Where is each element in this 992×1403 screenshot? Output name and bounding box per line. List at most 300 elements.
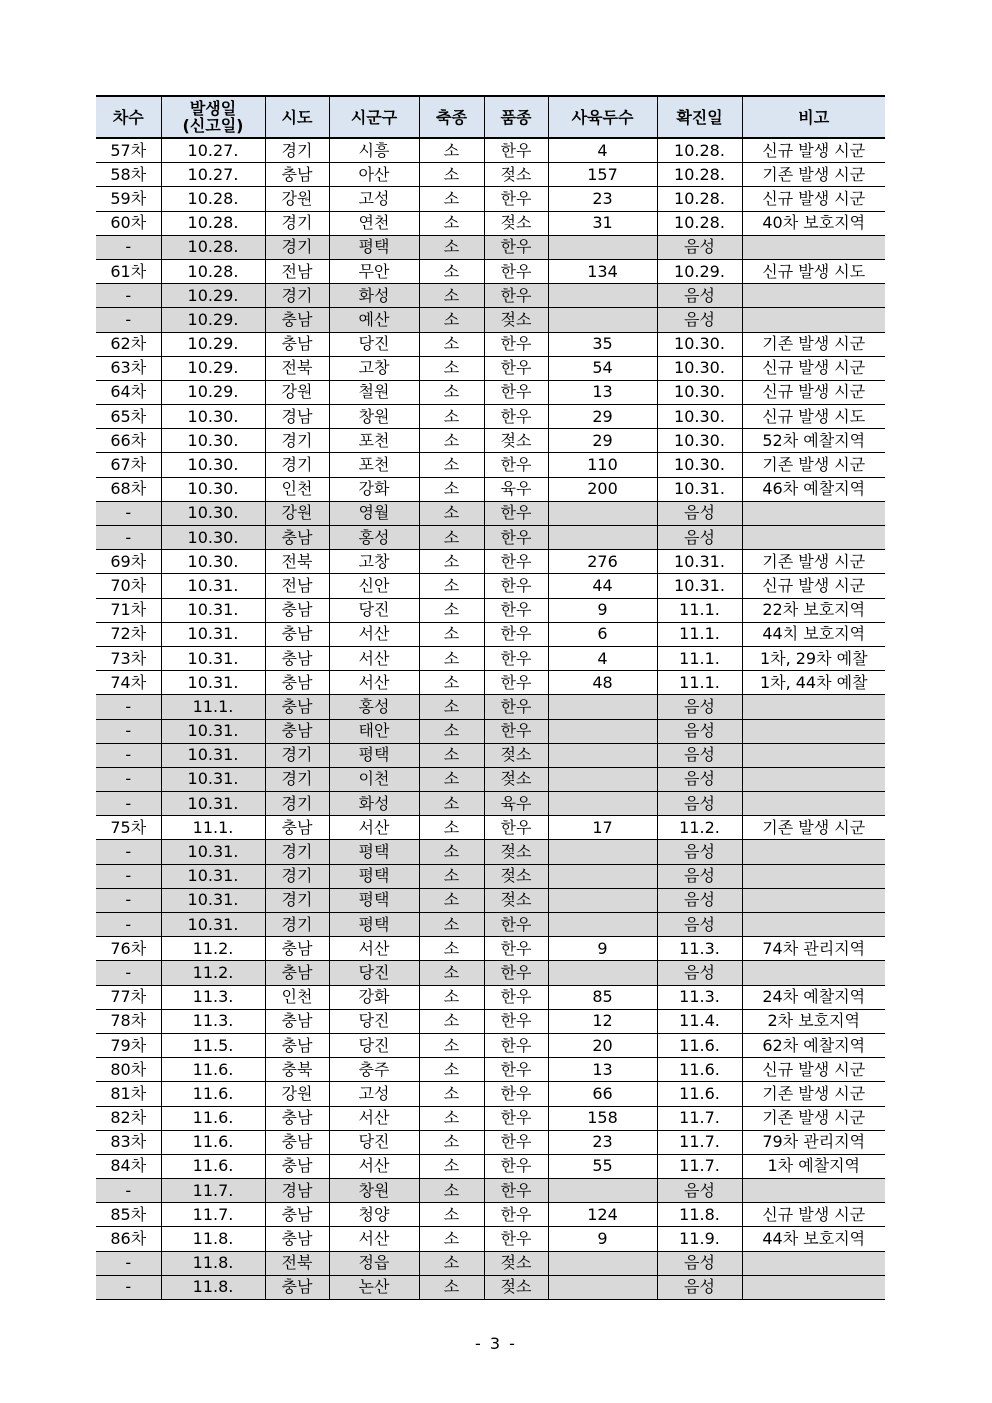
cell-head-count	[548, 719, 657, 743]
cell-species: 소	[419, 937, 484, 961]
cell-breed: 한우	[484, 1130, 548, 1154]
cell-note	[742, 719, 885, 743]
cell-note: 신규 발생 시군	[742, 356, 885, 380]
cell-occurrence-date: 11.7.	[161, 1179, 265, 1203]
cell-species: 소	[419, 646, 484, 670]
cell-city: 당진	[329, 598, 419, 622]
cell-city: 서산	[329, 671, 419, 695]
cell-confirm-date: 11.4.	[657, 1009, 742, 1033]
cell-round: 64차	[96, 380, 161, 404]
table-row	[96, 187, 885, 211]
cell-head-count: 31	[548, 211, 657, 235]
table-row	[96, 405, 885, 429]
cell-head-count: 55	[548, 1154, 657, 1178]
cell-confirm-date: 11.2.	[657, 816, 742, 840]
cell-breed: 한우	[484, 235, 548, 259]
table-row	[96, 574, 885, 598]
cell-occurrence-date: 10.28.	[161, 187, 265, 211]
cell-note: 1차, 29차 예찰	[742, 646, 885, 670]
cell-confirm-date: 10.31.	[657, 477, 742, 501]
cell-species: 소	[419, 1082, 484, 1106]
cell-province: 충남	[265, 719, 329, 743]
cell-breed: 한우	[484, 1203, 548, 1227]
cell-note: 기존 발생 시군	[742, 332, 885, 356]
cell-note: 신규 발생 시군	[742, 1203, 885, 1227]
cell-occurrence-date: 10.30.	[161, 405, 265, 429]
cell-head-count: 29	[548, 405, 657, 429]
cell-species: 소	[419, 453, 484, 477]
table-row	[96, 332, 885, 356]
cell-city: 고성	[329, 187, 419, 211]
cell-note	[742, 1251, 885, 1275]
cell-species: 소	[419, 211, 484, 235]
cell-round: -	[96, 308, 161, 332]
cell-note: 신규 발생 시도	[742, 259, 885, 283]
cell-round: -	[96, 526, 161, 550]
cell-head-count	[548, 526, 657, 550]
cell-confirm-date: 11.1.	[657, 598, 742, 622]
cell-confirm-date: 10.29.	[657, 259, 742, 283]
cell-city: 이천	[329, 767, 419, 791]
table-row	[96, 1033, 885, 1057]
cell-city: 영월	[329, 501, 419, 525]
cell-species: 소	[419, 671, 484, 695]
cell-province: 충남	[265, 1009, 329, 1033]
cell-round: -	[96, 913, 161, 937]
cell-round: 63차	[96, 356, 161, 380]
cell-city: 홍성	[329, 526, 419, 550]
cell-city: 서산	[329, 622, 419, 646]
cell-breed: 한우	[484, 526, 548, 550]
cell-note	[742, 284, 885, 308]
cell-city: 당진	[329, 1130, 419, 1154]
cell-species: 소	[419, 913, 484, 937]
cell-species: 소	[419, 308, 484, 332]
cell-occurrence-date: 10.31.	[161, 646, 265, 670]
cell-head-count: 4	[548, 138, 657, 163]
table-row	[96, 308, 885, 332]
table-row	[96, 719, 885, 743]
cell-note: 62차 예찰지역	[742, 1033, 885, 1057]
cell-round: 74차	[96, 671, 161, 695]
cell-province: 충남	[265, 1154, 329, 1178]
cell-confirm-date: 10.30.	[657, 405, 742, 429]
cell-occurrence-date: 11.5.	[161, 1033, 265, 1057]
cell-city: 강화	[329, 477, 419, 501]
cell-head-count: 29	[548, 429, 657, 453]
cell-city: 고창	[329, 550, 419, 574]
cell-species: 소	[419, 1130, 484, 1154]
cell-occurrence-date: 11.6.	[161, 1082, 265, 1106]
cell-occurrence-date: 10.31.	[161, 792, 265, 816]
cell-occurrence-date: 10.31.	[161, 598, 265, 622]
cell-confirm-date: 11.9.	[657, 1227, 742, 1251]
cell-city: 무안	[329, 259, 419, 283]
header-confirm-date: 확진일	[657, 96, 742, 138]
cell-confirm-date: 음성	[657, 719, 742, 743]
cell-round: 84차	[96, 1154, 161, 1178]
cell-species: 소	[419, 1058, 484, 1082]
cell-breed: 한우	[484, 985, 548, 1009]
cell-occurrence-date: 11.6.	[161, 1130, 265, 1154]
table-row	[96, 163, 885, 187]
cell-occurrence-date: 11.6.	[161, 1058, 265, 1082]
cell-province: 경기	[265, 284, 329, 308]
cell-round: 77차	[96, 985, 161, 1009]
cell-round: 83차	[96, 1130, 161, 1154]
cell-head-count	[548, 1179, 657, 1203]
cell-note	[742, 235, 885, 259]
cell-confirm-date: 음성	[657, 767, 742, 791]
cell-occurrence-date: 10.29.	[161, 308, 265, 332]
cell-species: 소	[419, 1251, 484, 1275]
cell-breed: 젖소	[484, 308, 548, 332]
table-row	[96, 622, 885, 646]
cell-round: -	[96, 864, 161, 888]
cell-confirm-date: 10.28.	[657, 187, 742, 211]
cell-round: 65차	[96, 405, 161, 429]
cell-province: 충남	[265, 1227, 329, 1251]
cell-occurrence-date: 10.31.	[161, 743, 265, 767]
cell-province: 충남	[265, 163, 329, 187]
table-row	[96, 961, 885, 985]
cell-city: 서산	[329, 1227, 419, 1251]
cell-round: -	[96, 888, 161, 912]
cell-head-count: 4	[548, 646, 657, 670]
table-row	[96, 380, 885, 404]
header-head-count: 사육두수	[548, 96, 657, 138]
cell-occurrence-date: 11.7.	[161, 1203, 265, 1227]
cell-city: 아산	[329, 163, 419, 187]
cell-round: 58차	[96, 163, 161, 187]
cell-note	[742, 308, 885, 332]
header-breed: 품종	[484, 96, 548, 138]
cell-note: 79차 관리지역	[742, 1130, 885, 1154]
table-row	[96, 284, 885, 308]
cell-note	[742, 961, 885, 985]
cell-head-count	[548, 1251, 657, 1275]
cell-confirm-date: 음성	[657, 308, 742, 332]
cell-confirm-date: 음성	[657, 1251, 742, 1275]
cell-confirm-date: 10.31.	[657, 574, 742, 598]
cell-breed: 젖소	[484, 864, 548, 888]
cell-occurrence-date: 10.31.	[161, 574, 265, 598]
cell-round: 78차	[96, 1009, 161, 1033]
cell-round: 68차	[96, 477, 161, 501]
table-row	[96, 840, 885, 864]
cell-province: 강원	[265, 501, 329, 525]
cell-note: 신규 발생 시군	[742, 380, 885, 404]
header-species: 축종	[419, 96, 484, 138]
cell-note: 기존 발생 시군	[742, 453, 885, 477]
cell-occurrence-date: 10.31.	[161, 671, 265, 695]
cell-city: 서산	[329, 646, 419, 670]
cell-round: -	[96, 743, 161, 767]
cell-breed: 한우	[484, 259, 548, 283]
table-row	[96, 1130, 885, 1154]
cell-occurrence-date: 11.3.	[161, 1009, 265, 1033]
cell-confirm-date: 10.28.	[657, 163, 742, 187]
cell-occurrence-date: 10.30.	[161, 526, 265, 550]
cell-occurrence-date: 11.6.	[161, 1106, 265, 1130]
cell-head-count	[548, 235, 657, 259]
cell-head-count: 20	[548, 1033, 657, 1057]
header-city: 시군구	[329, 96, 419, 138]
table-row	[96, 767, 885, 791]
table-row	[96, 671, 885, 695]
cell-head-count: 134	[548, 259, 657, 283]
cell-occurrence-date: 10.31.	[161, 913, 265, 937]
cell-province: 경기	[265, 453, 329, 477]
cell-occurrence-date: 10.29.	[161, 332, 265, 356]
cell-city: 평택	[329, 743, 419, 767]
header-province: 시도	[265, 96, 329, 138]
cell-round: 69차	[96, 550, 161, 574]
table-row	[96, 1251, 885, 1275]
cell-round: 59차	[96, 187, 161, 211]
cell-confirm-date: 10.30.	[657, 356, 742, 380]
cell-breed: 한우	[484, 719, 548, 743]
cell-province: 전북	[265, 356, 329, 380]
cell-head-count	[548, 284, 657, 308]
cell-confirm-date: 11.8.	[657, 1203, 742, 1227]
cell-province: 충남	[265, 816, 329, 840]
cell-city: 고창	[329, 356, 419, 380]
cell-city: 청양	[329, 1203, 419, 1227]
cell-species: 소	[419, 138, 484, 163]
cell-head-count: 35	[548, 332, 657, 356]
cell-species: 소	[419, 961, 484, 985]
cell-city: 당진	[329, 332, 419, 356]
cell-province: 경기	[265, 840, 329, 864]
cell-breed: 한우	[484, 187, 548, 211]
table-row	[96, 985, 885, 1009]
cell-head-count	[548, 501, 657, 525]
table-row	[96, 1203, 885, 1227]
cell-species: 소	[419, 501, 484, 525]
table-row	[96, 1154, 885, 1178]
cell-province: 충남	[265, 695, 329, 719]
cell-breed: 젖소	[484, 840, 548, 864]
cell-species: 소	[419, 259, 484, 283]
cell-round: 57차	[96, 138, 161, 163]
table-row	[96, 1009, 885, 1033]
cell-note	[742, 913, 885, 937]
table-row	[96, 1058, 885, 1082]
cell-confirm-date: 11.1.	[657, 622, 742, 646]
cell-province: 충남	[265, 671, 329, 695]
cell-head-count: 9	[548, 1227, 657, 1251]
cell-species: 소	[419, 332, 484, 356]
cell-species: 소	[419, 864, 484, 888]
cell-species: 소	[419, 284, 484, 308]
cell-round: 80차	[96, 1058, 161, 1082]
cell-city: 연천	[329, 211, 419, 235]
cell-breed: 한우	[484, 550, 548, 574]
cell-city: 포천	[329, 429, 419, 453]
cell-province: 충남	[265, 598, 329, 622]
cell-note	[742, 1179, 885, 1203]
cell-breed: 한우	[484, 284, 548, 308]
cell-species: 소	[419, 550, 484, 574]
cell-city: 화성	[329, 284, 419, 308]
cell-breed: 한우	[484, 1082, 548, 1106]
cell-round: -	[96, 719, 161, 743]
cell-city: 시흥	[329, 138, 419, 163]
cell-confirm-date: 11.6.	[657, 1082, 742, 1106]
cell-note: 신규 발생 시군	[742, 1058, 885, 1082]
table-row	[96, 1275, 885, 1299]
cell-city: 서산	[329, 937, 419, 961]
cell-confirm-date: 음성	[657, 695, 742, 719]
cell-confirm-date: 11.1.	[657, 671, 742, 695]
cell-confirm-date: 음성	[657, 235, 742, 259]
cell-round: -	[96, 840, 161, 864]
cell-head-count: 85	[548, 985, 657, 1009]
cell-breed: 한우	[484, 405, 548, 429]
cell-note: 44차 보호지역	[742, 1227, 885, 1251]
cell-occurrence-date: 10.31.	[161, 719, 265, 743]
cell-species: 소	[419, 985, 484, 1009]
cell-breed: 한우	[484, 1154, 548, 1178]
table-row	[96, 477, 885, 501]
cell-occurrence-date: 11.6.	[161, 1154, 265, 1178]
cell-round: -	[96, 235, 161, 259]
cell-province: 충남	[265, 646, 329, 670]
cell-province: 전남	[265, 259, 329, 283]
cell-breed: 젖소	[484, 888, 548, 912]
cell-confirm-date: 음성	[657, 284, 742, 308]
cell-head-count: 66	[548, 1082, 657, 1106]
cell-province: 충남	[265, 1106, 329, 1130]
header-occurrence-date	[161, 96, 265, 138]
cell-breed: 한우	[484, 356, 548, 380]
cell-city: 서산	[329, 1154, 419, 1178]
cell-note: 신규 발생 시군	[742, 138, 885, 163]
cell-city: 철원	[329, 380, 419, 404]
cell-note: 46차 예찰지역	[742, 477, 885, 501]
cell-round: 72차	[96, 622, 161, 646]
cell-occurrence-date: 11.8.	[161, 1251, 265, 1275]
cell-species: 소	[419, 235, 484, 259]
cell-note	[742, 743, 885, 767]
cell-occurrence-date: 10.30.	[161, 453, 265, 477]
header-row	[96, 96, 885, 138]
cell-city: 평택	[329, 864, 419, 888]
cell-note: 기존 발생 시군	[742, 816, 885, 840]
cell-city: 평택	[329, 888, 419, 912]
cell-species: 소	[419, 1275, 484, 1299]
cell-occurrence-date: 10.28.	[161, 211, 265, 235]
cell-confirm-date: 음성	[657, 1179, 742, 1203]
cell-species: 소	[419, 719, 484, 743]
table-row	[96, 864, 885, 888]
cell-breed: 한우	[484, 1227, 548, 1251]
cell-breed: 젖소	[484, 429, 548, 453]
cell-province: 경기	[265, 138, 329, 163]
cell-province: 충남	[265, 622, 329, 646]
cell-round: 70차	[96, 574, 161, 598]
table-row	[96, 138, 885, 163]
table-row	[96, 695, 885, 719]
cell-note: 24차 예찰지역	[742, 985, 885, 1009]
cell-head-count: 17	[548, 816, 657, 840]
cell-occurrence-date: 10.30.	[161, 429, 265, 453]
cell-confirm-date: 10.30.	[657, 332, 742, 356]
cell-breed: 한우	[484, 816, 548, 840]
cell-province: 경남	[265, 1179, 329, 1203]
cell-round: 73차	[96, 646, 161, 670]
cell-breed: 젖소	[484, 767, 548, 791]
cell-round: -	[96, 1251, 161, 1275]
cell-round: 75차	[96, 816, 161, 840]
cell-province: 경기	[265, 743, 329, 767]
cell-note: 신규 발생 시도	[742, 405, 885, 429]
cell-head-count: 157	[548, 163, 657, 187]
table-row	[96, 937, 885, 961]
table-row	[96, 646, 885, 670]
cell-province: 강원	[265, 380, 329, 404]
cell-city: 신안	[329, 574, 419, 598]
cell-head-count: 12	[548, 1009, 657, 1033]
cell-city: 태안	[329, 719, 419, 743]
cell-head-count: 9	[548, 937, 657, 961]
cell-head-count: 158	[548, 1106, 657, 1130]
cell-head-count: 13	[548, 1058, 657, 1082]
cell-species: 소	[419, 187, 484, 211]
cell-note: 신규 발생 시군	[742, 187, 885, 211]
cell-breed: 젖소	[484, 211, 548, 235]
cell-breed: 한우	[484, 646, 548, 670]
cell-confirm-date: 음성	[657, 792, 742, 816]
cell-round: 61차	[96, 259, 161, 283]
cell-city: 당진	[329, 1009, 419, 1033]
cell-head-count	[548, 961, 657, 985]
cell-confirm-date: 10.30.	[657, 429, 742, 453]
cell-species: 소	[419, 163, 484, 187]
cell-city: 창원	[329, 405, 419, 429]
cell-confirm-date: 음성	[657, 913, 742, 937]
cell-province: 충남	[265, 937, 329, 961]
cell-breed: 한우	[484, 671, 548, 695]
cell-species: 소	[419, 695, 484, 719]
cell-breed: 한우	[484, 695, 548, 719]
cell-city: 논산	[329, 1275, 419, 1299]
table-row	[96, 211, 885, 235]
cell-province: 경기	[265, 792, 329, 816]
cell-confirm-date: 음성	[657, 864, 742, 888]
cell-occurrence-date: 11.8.	[161, 1275, 265, 1299]
cell-province: 전남	[265, 574, 329, 598]
cell-city: 서산	[329, 816, 419, 840]
cell-occurrence-date: 11.2.	[161, 961, 265, 985]
table-row	[96, 816, 885, 840]
cell-head-count: 54	[548, 356, 657, 380]
cell-breed: 한우	[484, 1009, 548, 1033]
cell-breed: 젖소	[484, 1251, 548, 1275]
table-row	[96, 598, 885, 622]
table-row	[96, 526, 885, 550]
cell-confirm-date: 11.7.	[657, 1106, 742, 1130]
cell-species: 소	[419, 405, 484, 429]
cell-head-count: 276	[548, 550, 657, 574]
cell-breed: 한우	[484, 501, 548, 525]
cell-round: -	[96, 961, 161, 985]
cell-city: 평택	[329, 913, 419, 937]
cell-breed: 한우	[484, 574, 548, 598]
cell-occurrence-date: 10.31.	[161, 864, 265, 888]
cell-city: 정읍	[329, 1251, 419, 1275]
